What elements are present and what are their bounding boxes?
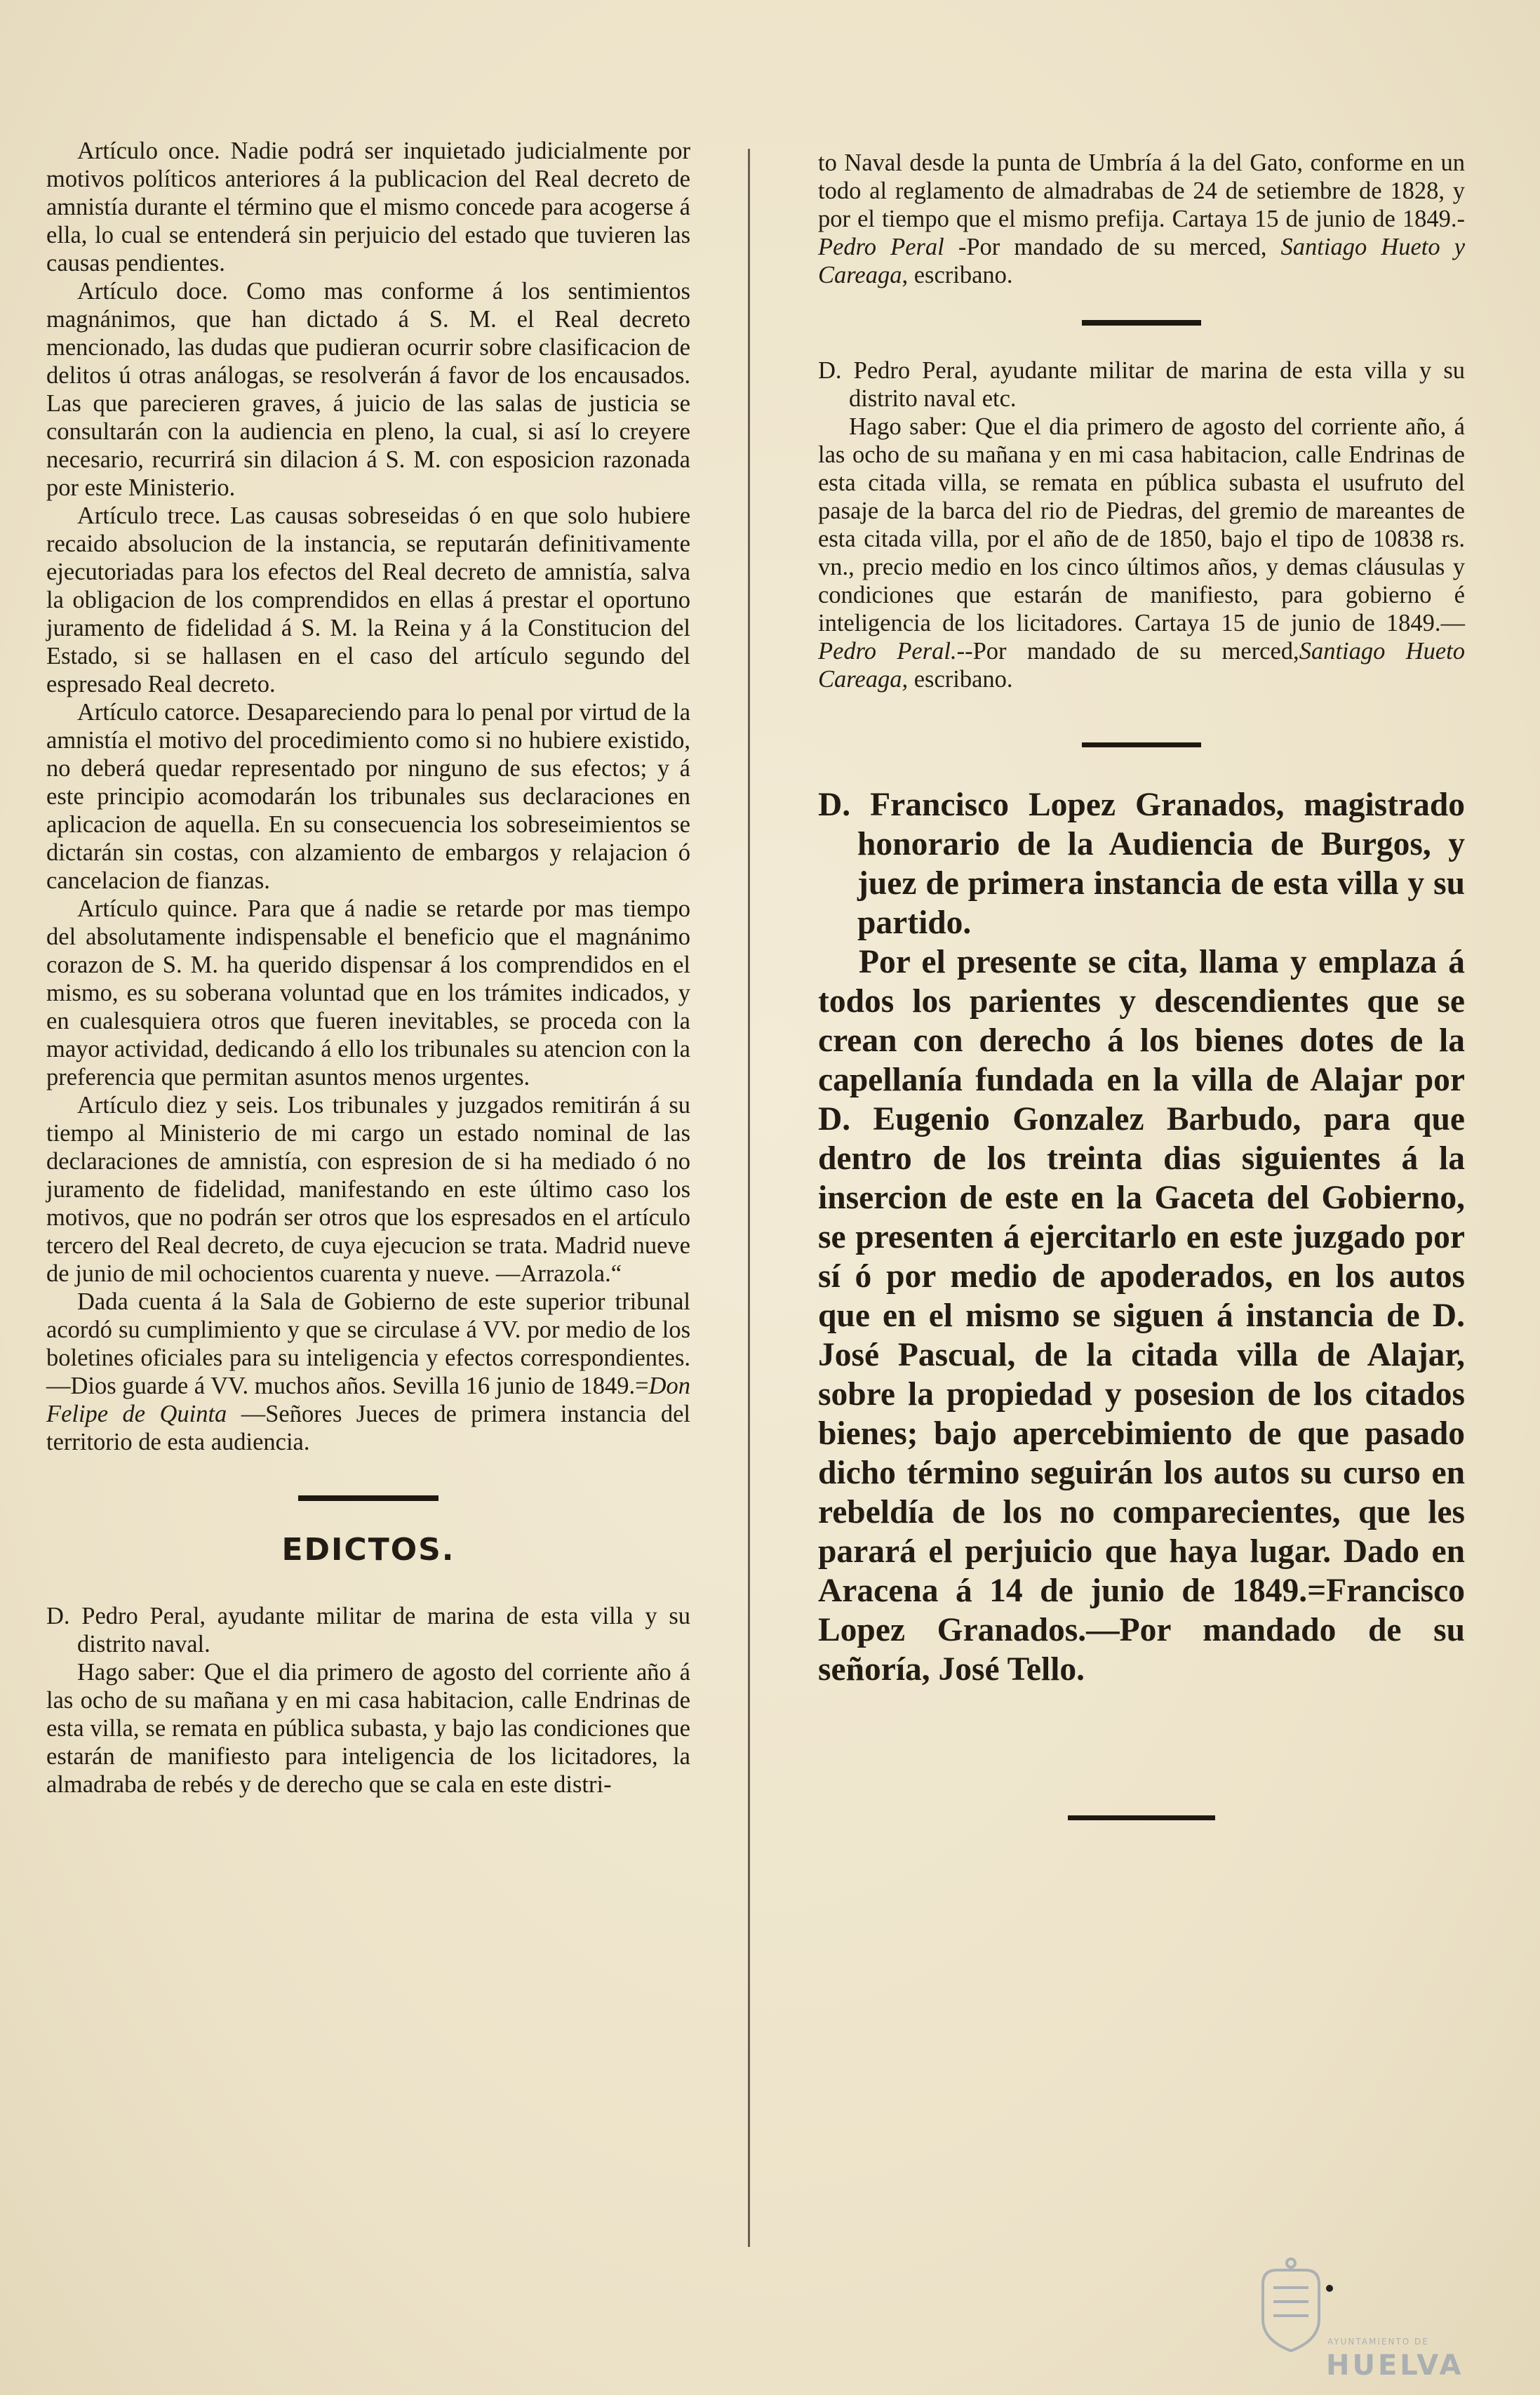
right-column [818,149,1465,1820]
edict-two-clerk: Santiago Hueto Careaga, [818,638,1465,693]
edict-cont-tail: , escribano. [902,262,1013,288]
article-text: Como mas conforme á los sentimientos magnánimos, que han dictado á S. M. el Real decreto mencionado, las dudas que pudieran ocurrir sobre clasificacion de delitos ú otras análogas, se resolverán á favor de los encausados. Las que parecieren graves, á juicio de las salas de justicia se consultarán con la audiencia en pleno, la cual, si así lo creyere necesario, recurrirá sin dilacion á S. M. con esposicion razonada por este Ministerio. [46,278,690,501]
article-fourteen [46,698,690,895]
dada-cuenta-paragraph [46,1288,690,1456]
dada-signer: Don Felipe de Quinta [46,1373,690,1427]
edict-two-tail: escribano. [908,666,1013,693]
left-column [46,137,690,1799]
edict-one-continuation [818,149,1465,289]
edict-two-body [818,413,1465,693]
article-twelve [46,277,690,502]
article-lead: Artículo catorce. [77,699,241,726]
edict-two-mid: --Por mandado de su merced, [956,638,1299,665]
article-fifteen [46,895,690,1091]
edict-one-head-text: D. Pedro Peral, ayudante militar de marina de esta villa y su distrito naval. [46,1603,690,1657]
edict-two-text: Hago saber: Que el dia primero de agosto del corriente año, á las ocho de su mañana y en mi casa habitacion, calle Endrinas de esta citada villa, se remata en pública subasta el usufruto del pasaje de la barca del rio de Piedras, del gremio de mareantes de esta citada villa, por el año de de 1850, bajo el tipo de 10838 rs. vn., precio medio en los cinco últimos años, y demas cláusulas y condiciones que estarán de manifiesto, para gobierno é inteligencia de los licitadores. Cartaya 15 de junio de 1849.— [818,413,1465,636]
edictos-heading: EDICTOS. [281,1532,455,1568]
edict-one-text: Hago saber: Que el dia primero de agosto del corriente año á las ocho de su mañana y en mi casa habitacion, calle Endrinas de esta villa, se remata en pública subasta, y bajo las condiciones que estarán de manifiesto para inteligencia de los licitadores, la almadraba de rebés y de derecho que se cala en este distri- [46,1659,690,1798]
article-sixteen [46,1091,690,1288]
article-text: Nadie podrá ser inquietado judicialmente por motivos políticos anteriores á la publicacion del Real decreto de amnistía durante el término que el mismo concede para acogerse á ella, lo cual se entenderá sin perjuicio del estado que tuvieren las causas pendientes. [46,138,690,276]
article-lead: Artículo doce. [77,278,228,305]
article-lead: Artículo once. [77,138,220,164]
edict-three-body: Por el presente se cita, llama y emplaza á todos los parientes y descendientes que se crean con derecho á los bienes dotes de la capellanía fundada en la villa de Alajar por D. Eugenio Gonzalez Barbudo, para que dentro de los treinta dias siguientes á la insercion de este en la Gaceta del Gobierno, se presenten á ejercitarlo en este juzgado por sí ó por medio de apoderados, en los autos que en el mismo se siguen á instancia de D. José Pascual, de la citada villa de Alajar, sobre la propiedad y posesion de los citados bienes; bajo apercebimiento de que pasado dicho término seguirán los autos su curso en rebeldía de los no comparecientes, que les parará el perjuicio que haya lugar. Dado en Aracena á 14 de junio de 1849.=Francisco Lopez Granados.—Por mandado de su señoría, José Tello. [818,944,1465,1688]
article-lead: Artículo trece. [77,502,221,529]
edict-two-signer: Pedro Peral. [818,638,957,665]
section-rule [1068,1815,1215,1820]
section-rule [1082,742,1201,747]
article-lead: Artículo diez y seis. [77,1092,279,1119]
section-rule [298,1495,438,1501]
article-text: Los tribunales y juzgados remitirán á su tiempo al Ministerio de mi cargo un estado nominal de las declaraciones de amnistía, con espresion de si ha mediado ó no juramento de fidelidad, manifestando en este último caso los motivos, que no podrán ser otros que los espresados en el artículo tercero del Real decreto, de cuya ejecucion se trata. Madrid nueve de junio de mil ochocientos cuarenta y nueve. —Arrazola.“ [46,1092,690,1287]
edict-cont-signer: Pedro Peral [818,234,944,260]
edict-cont-mid: -Por mandado de su merced, [958,234,1267,260]
watermark-text: HUELVA [1326,2349,1464,2382]
dada-closing: —Señores Jueces de primera instancia del territorio de esta audiencia. [46,1401,690,1455]
edict-two-header [818,356,1465,413]
edict-one-header [46,1602,690,1658]
edict-cont-clerk: Santiago Hueto y Careaga [818,234,1466,288]
edict-three-title: D. Francisco Lopez Granados, magistrado honorario de la Audiencia de Burgos, y juez de primera instancia de esta villa y su partido. [818,787,1465,941]
watermark-subtext: AYUNTAMIENTO DE [1327,2337,1429,2347]
dada-text: Dada cuenta á la Sala de Gobierno de este superior tribunal acordó su cumplimiento y que se circulase á VV. por medio de los boletines oficiales para su inteligencia y efectos correspondientes.—Dios guarde á VV. muchos años. Sevilla 16 junio de 1849.= [46,1288,690,1399]
column-divider [748,149,750,2247]
article-thirteen [46,502,690,698]
edict-cont-text: to Naval desde la punta de Umbría á la del Gato, conforme en un todo al reglamento de almadrabas de 24 de setiembre de 1828, y por el tiempo que el mismo prefija. Cartaya 15 de junio de 1849.- [818,149,1465,232]
article-eleven [46,137,690,277]
article-lead: Artículo quince. [77,895,239,922]
edict-one-body [46,1658,690,1799]
edict-two-head-text: D. Pedro Peral, ayudante militar de marina de esta villa y su distrito naval etc. [818,357,1465,412]
section-rule [1082,320,1201,326]
article-text: Desapareciendo para lo penal por virtud de la amnistía el motivo del procedimiento como si no hubiere existido, no deberá quedar representado por ninguno de sus efectos; y á este principio acomodarán los tribunales sus declaraciones en aplicacion de aquella. En su consecuencia los sobreseimientos se dictarán sin costas, con alzamiento de embargos y relajacion ó cancelacion de fianzas. [46,699,691,894]
article-text: Las causas sobreseidas ó en que solo hubiere recaido absolucion de la instancia, se reputarán definitivamente ejecutoriadas para los efectos del Real decreto de amnistía, salva la obligacion de los comprendidos en ellas á prestar el oportuno juramento de fidelidad á S. M. la Reina y á la Constitucion del Estado, si se hallasen en el caso del artículo segundo del espresado Real decreto. [46,502,691,698]
article-text: Para que á nadie se retarde por mas tiempo del absolutamente indispensable el beneficio que el magnánimo corazon de S. M. ha querido dispensar á los comprendidos en el mismo, es su soberana voluntad que en los trámites indicados, y en cualesquiera otros que fueren inevitables, se proceda con la mayor actividad, dedicando á ello los tribunales su atencion con la preferencia que permitan asuntos menos urgentes. [46,895,691,1090]
